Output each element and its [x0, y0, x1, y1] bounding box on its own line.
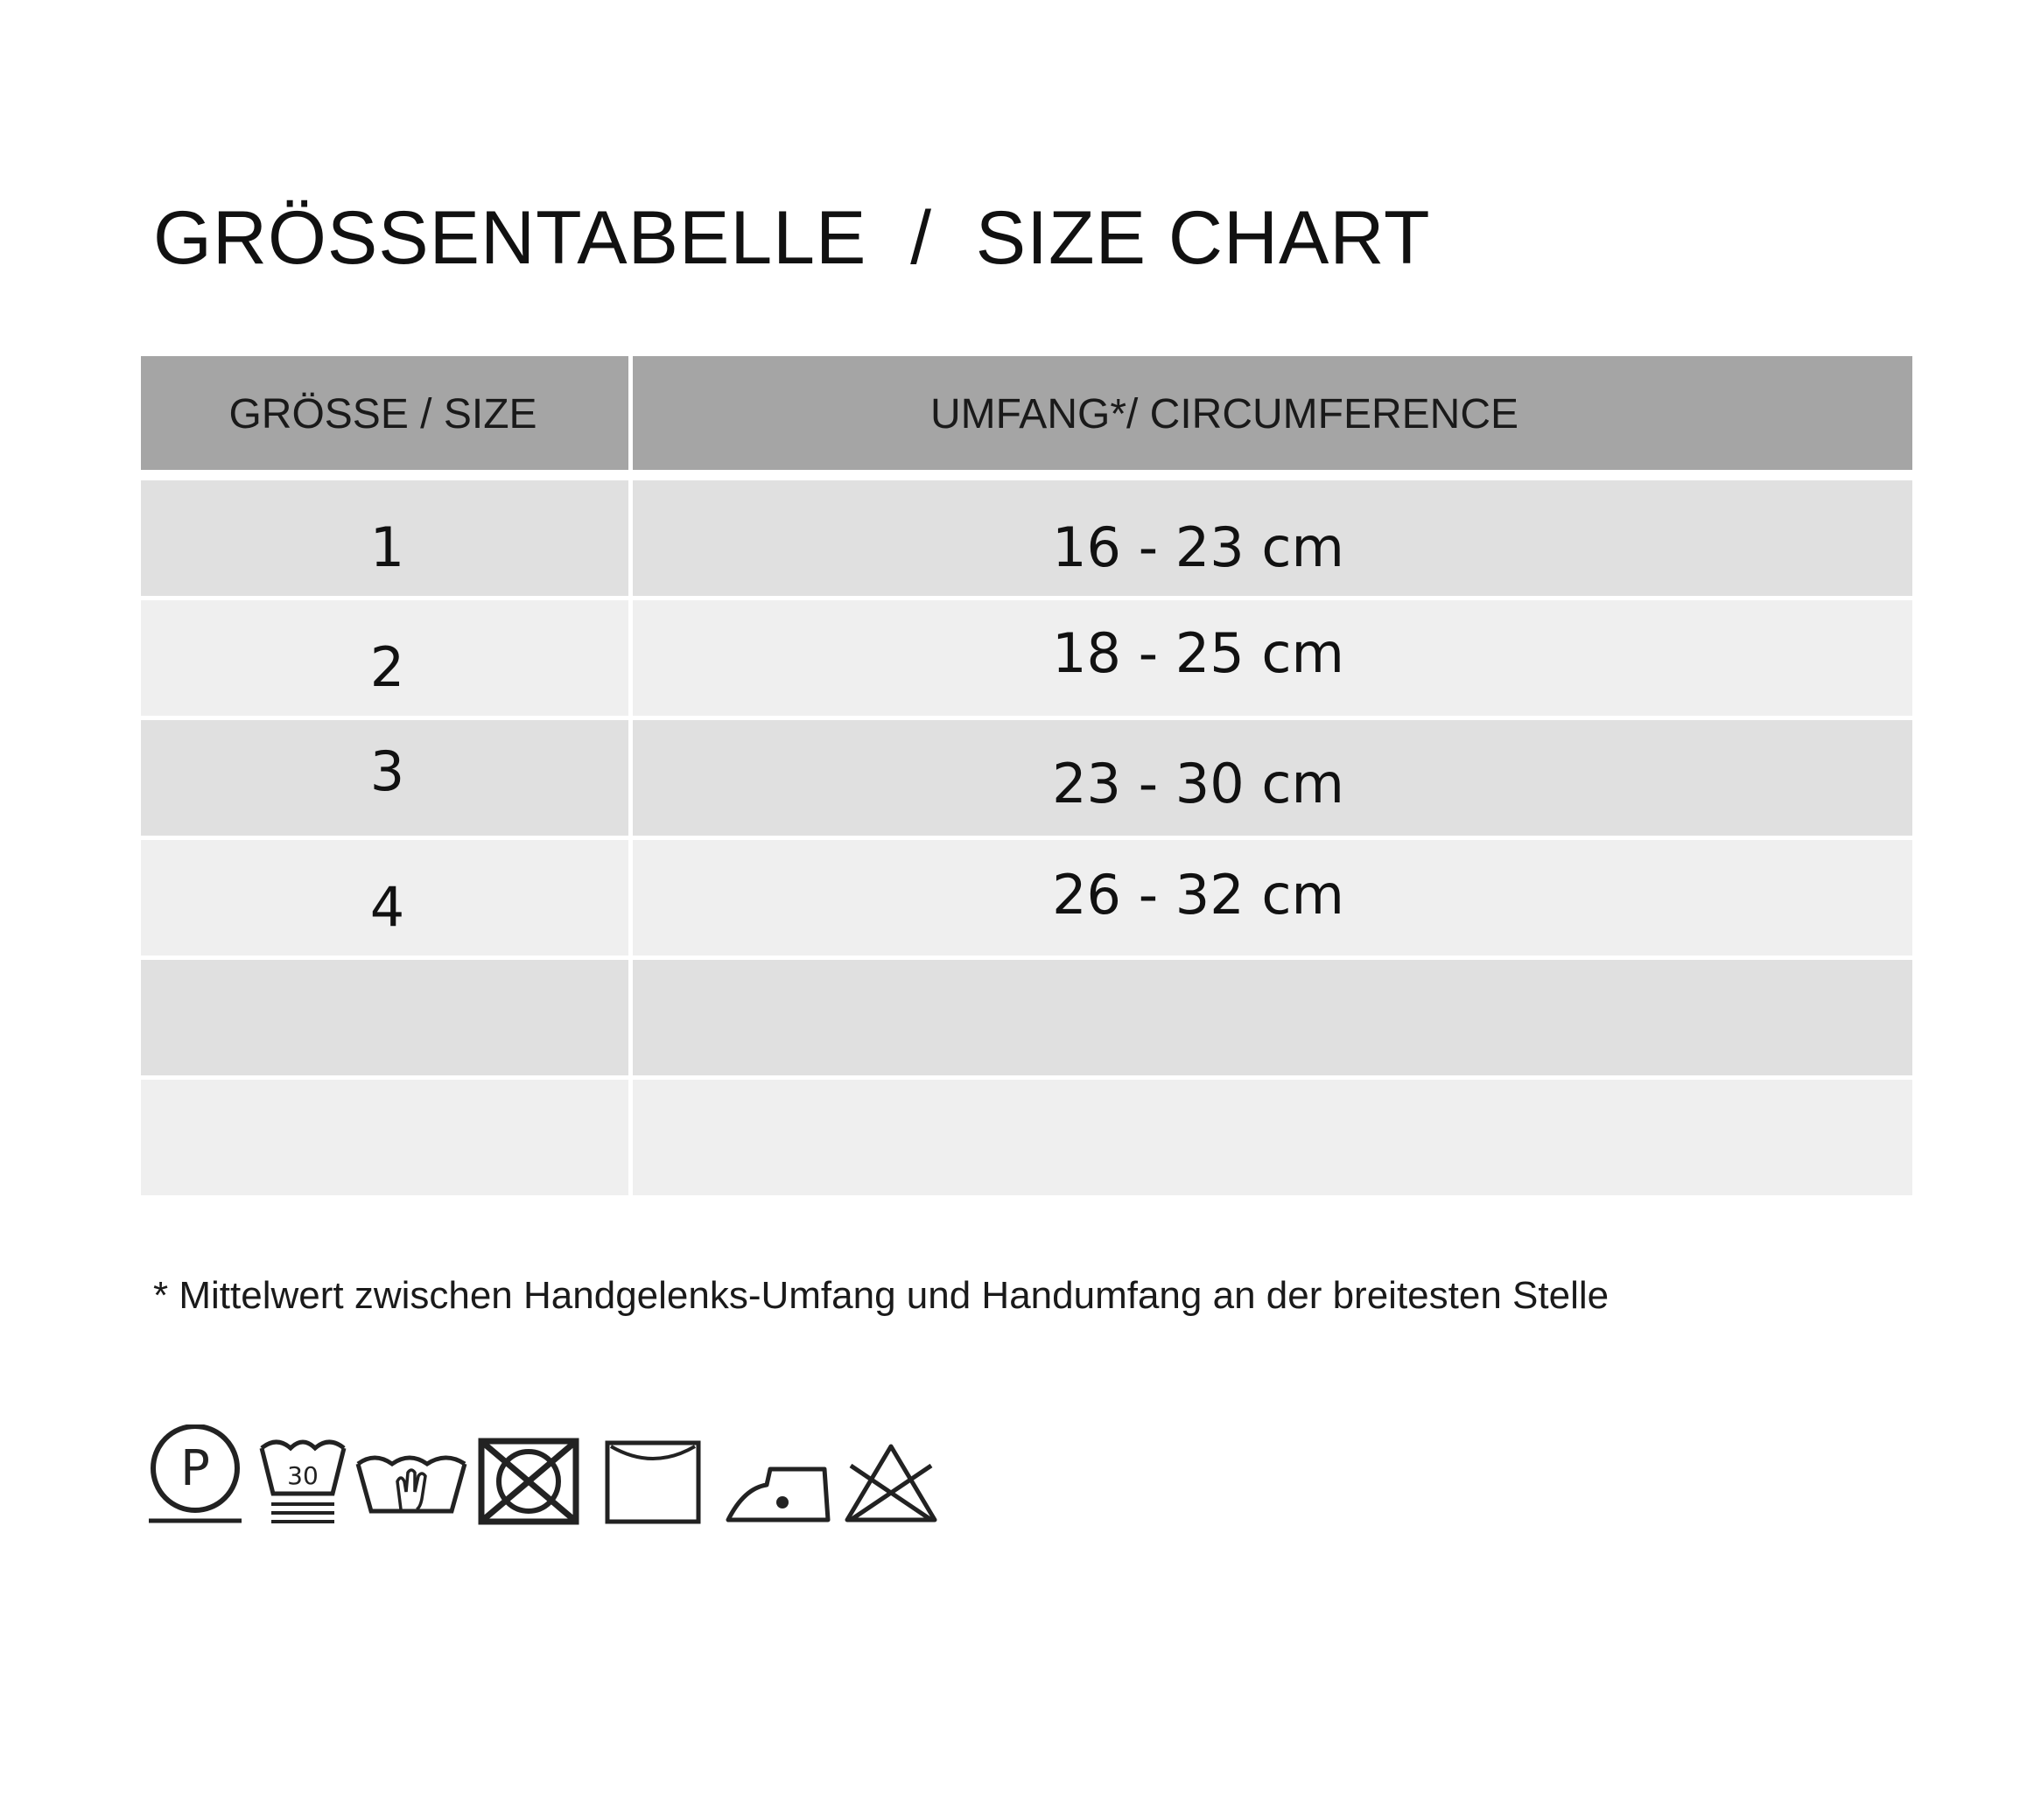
size-value: 3	[369, 738, 405, 803]
circumference-cell	[628, 480, 1912, 596]
table-row	[141, 596, 1912, 716]
circumference-cell	[628, 960, 1912, 1075]
do-not-bleach-icon	[840, 1441, 942, 1525]
iron-low-icon	[725, 1459, 833, 1525]
size-cell	[141, 960, 628, 1075]
page-title: GRÖSSENTABELLE / SIZE CHART	[153, 196, 1431, 280]
size-cell	[141, 600, 628, 716]
do-not-tumble-dry-icon	[478, 1438, 579, 1525]
size-value: 1	[369, 514, 405, 579]
size-value: 2	[369, 634, 405, 699]
size-table	[141, 356, 1912, 1195]
hand-wash-icon	[355, 1438, 467, 1525]
footnote: * Mittelwert zwischen Handgelenks-Umfang und Handumfang an der breitesten Stelle	[153, 1274, 1610, 1317]
size-cell	[141, 840, 628, 956]
table-row	[141, 480, 1912, 596]
dry-clean-letter: P	[180, 1440, 210, 1497]
circumference-value: 26 - 32 cm	[1052, 862, 1344, 927]
size-cell	[141, 480, 628, 596]
table-body	[141, 480, 1912, 1195]
table-header-row	[141, 356, 1912, 470]
header-circumference	[628, 356, 1912, 470]
circumference-value: 23 - 30 cm	[1052, 751, 1344, 816]
circumference-cell	[628, 600, 1912, 716]
dry-clean-p-icon	[147, 1424, 243, 1525]
header-circumference-label: UMFANG*/ CIRCUMFERENCE	[929, 390, 1519, 438]
circumference-cell	[628, 840, 1912, 956]
table-row	[141, 1075, 1912, 1195]
size-cell	[141, 720, 628, 836]
wash-temperature: 30	[287, 1461, 319, 1490]
circumference-value: 18 - 25 cm	[1052, 620, 1344, 685]
circumference-value: 16 - 23 cm	[1052, 514, 1344, 579]
line-dry-icon	[604, 1439, 702, 1525]
wash-30-very-gentle-icon	[259, 1422, 347, 1525]
table-row	[141, 836, 1912, 956]
header-size-label: GRÖSSE / SIZE	[228, 390, 537, 438]
size-value: 4	[369, 874, 405, 939]
table-row	[141, 716, 1912, 836]
circumference-cell	[628, 1080, 1912, 1195]
header-size	[141, 356, 628, 470]
table-row	[141, 956, 1912, 1075]
size-cell	[141, 1080, 628, 1195]
circumference-cell	[628, 720, 1912, 836]
care-symbols	[147, 1422, 942, 1525]
